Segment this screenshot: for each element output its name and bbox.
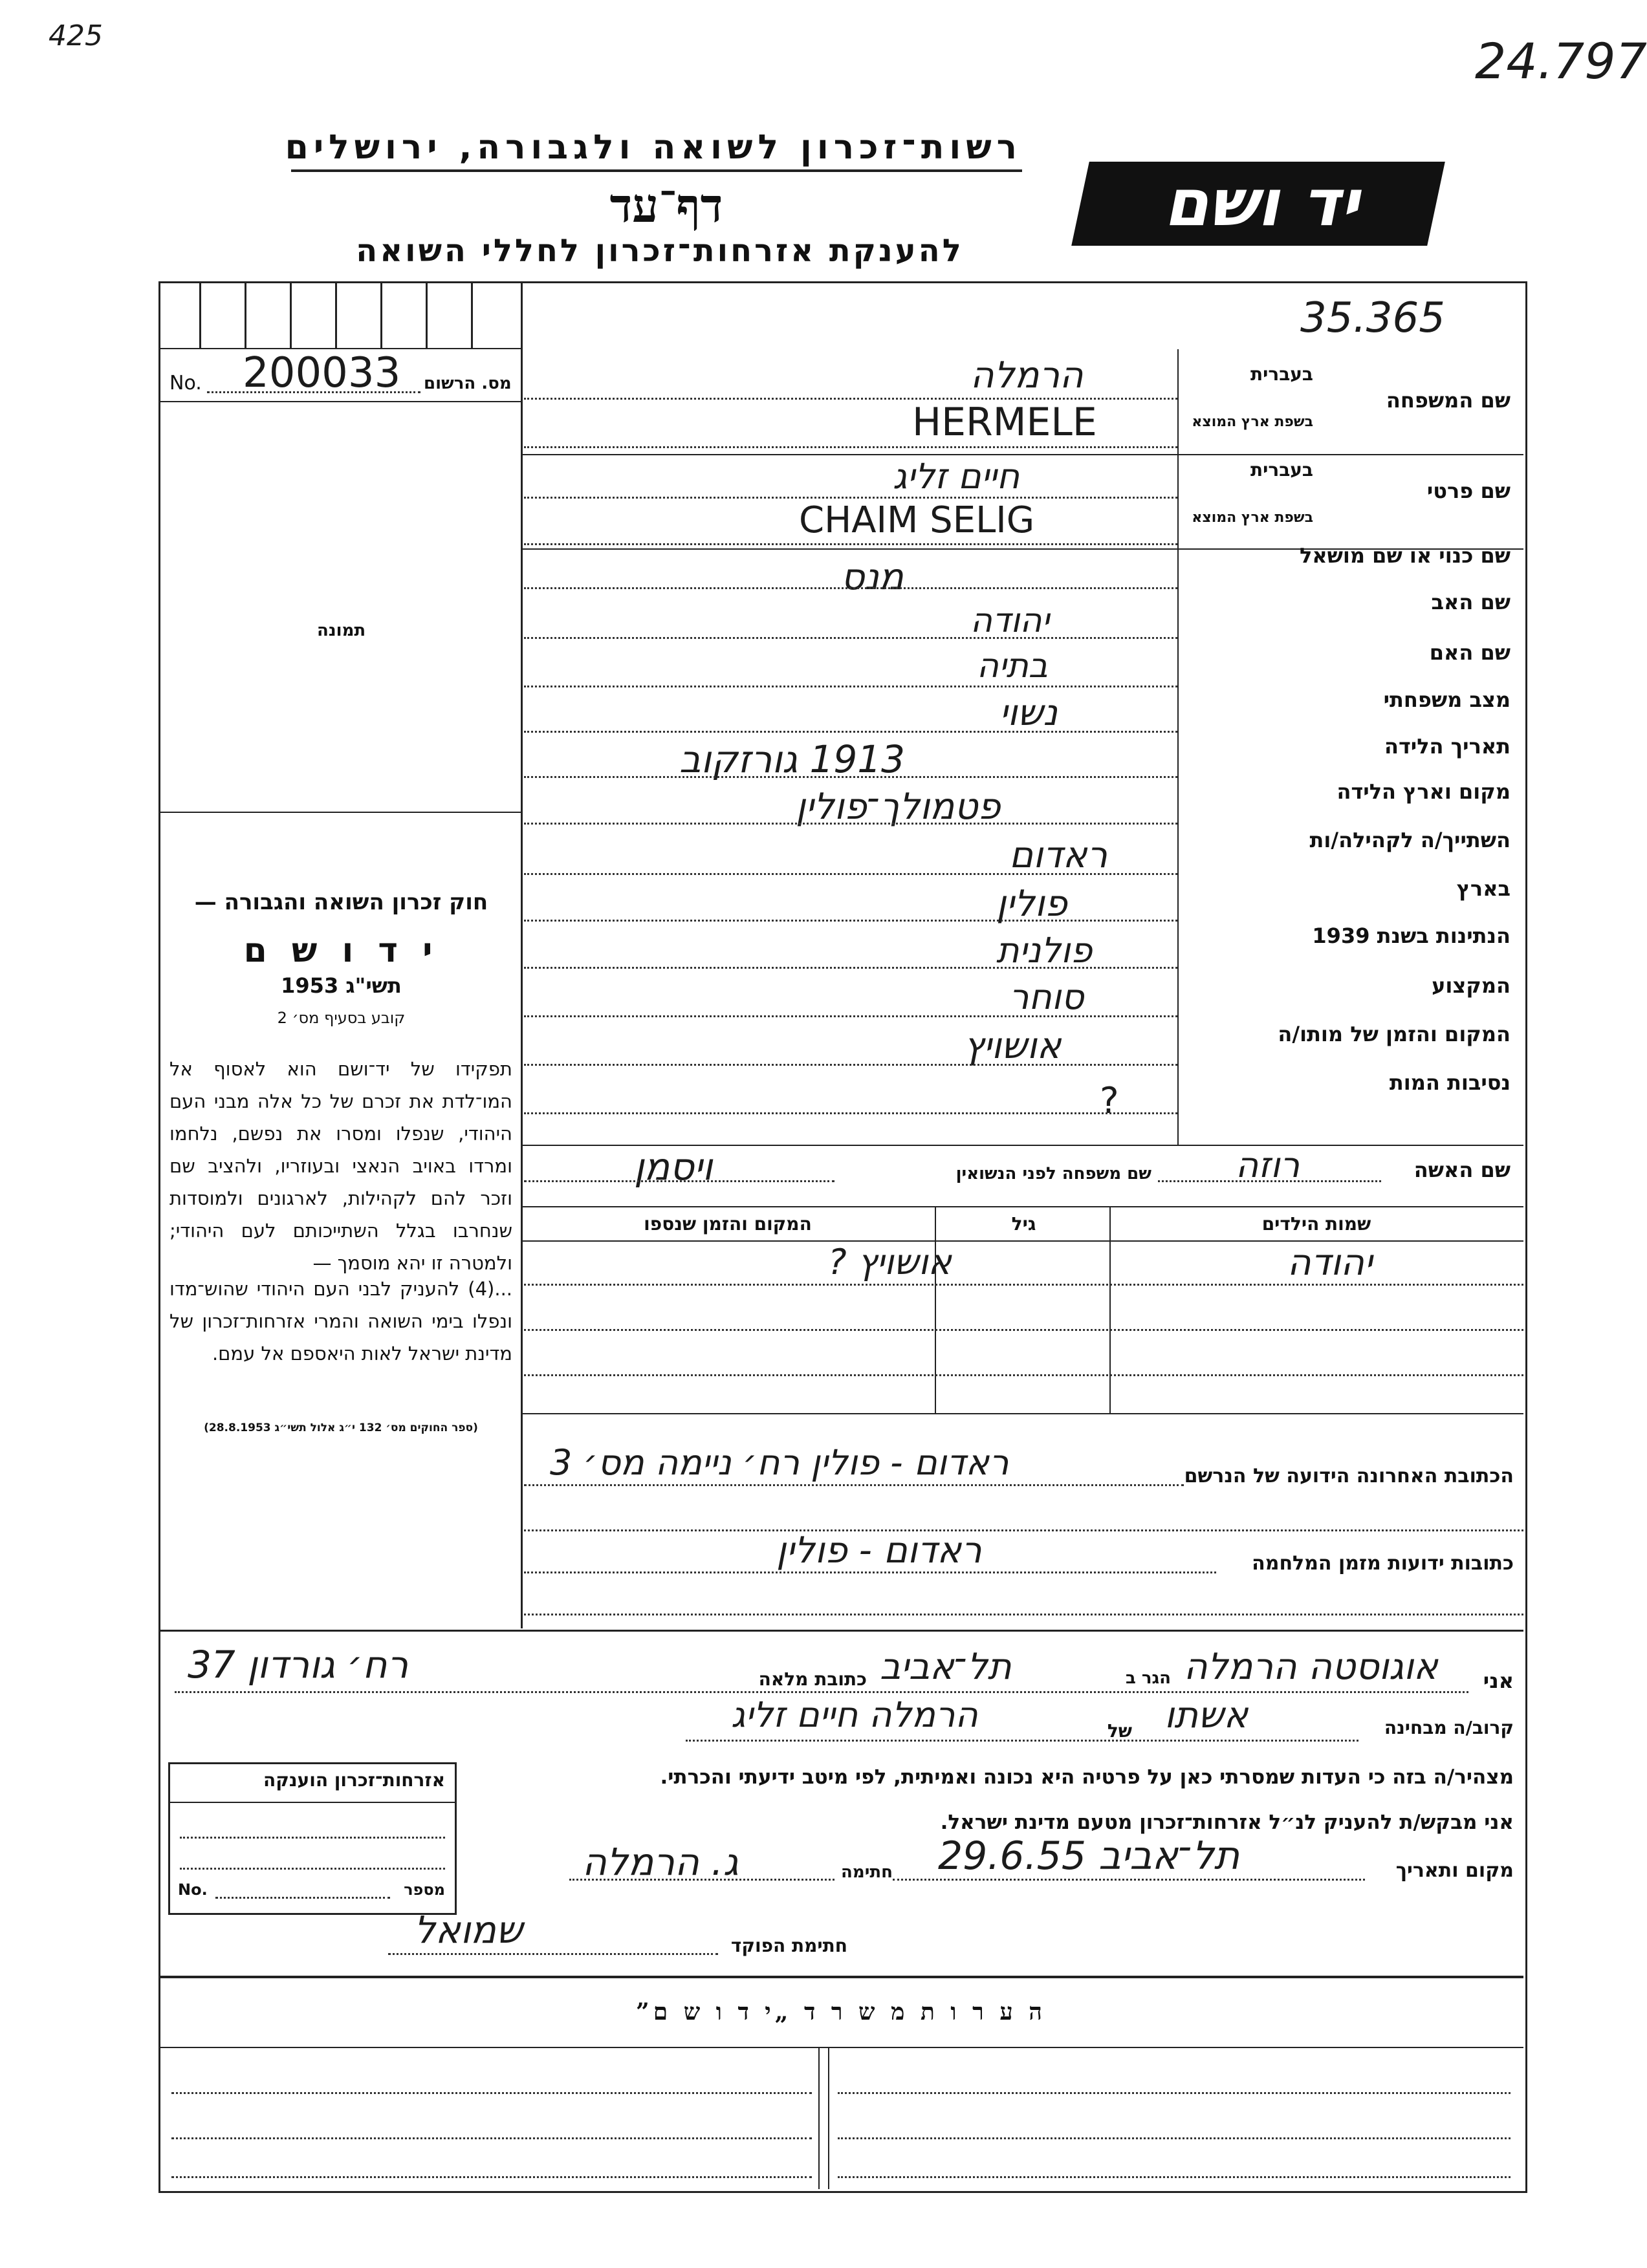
law-title: חוק זכרון השואה והגבורה — xyxy=(194,889,488,915)
page-subtitle: להענקת אזרחות־זכרון לחללי השואה xyxy=(356,233,964,269)
family-name-native: HERMELE xyxy=(912,400,1097,445)
birth-place-label: מקום וארץ הלידה xyxy=(1336,779,1511,804)
margin-note-right: 24.797 xyxy=(1475,32,1647,90)
official-signature: שמואל xyxy=(414,1908,523,1952)
community-label: השתייך/ה לקהילה/ות xyxy=(1309,828,1511,852)
margin-note-left: 425 xyxy=(49,19,103,52)
law-text-2: ...(4) להעניק לבני העם היהודי שהוש־מדו ונפלו בימי השואה והמרי אזרחות־זכרון של מדינת ישראל לאות היאספם אל עמם. xyxy=(169,1278,512,1365)
grant-box-number-label: מספר xyxy=(404,1881,445,1899)
children-age-header: גיל xyxy=(1011,1213,1036,1235)
marital-label: מצב משפחתי xyxy=(1383,687,1511,712)
file-number: 35.365 xyxy=(1300,294,1445,342)
nickname-label: שם כנוי או שם מושאל xyxy=(1299,543,1511,568)
country-label: בארץ xyxy=(1456,876,1511,901)
last-address-label: הכתובת האחרונה הידועה של הנרשם xyxy=(1184,1465,1514,1487)
code-boxes xyxy=(160,283,523,349)
authority-underline xyxy=(291,169,1022,172)
label-column-divider xyxy=(1177,349,1179,1145)
birth-place-value: פטמולך־פולין xyxy=(796,786,1001,828)
family-name-native-sub: בשפת ארץ המוצא xyxy=(1192,414,1313,430)
official-label: חתימת הפוקד xyxy=(730,1935,847,1956)
profession-label: המקצוע xyxy=(1432,973,1511,998)
logo-text: יד ושם xyxy=(1164,165,1359,241)
signature-label: חתימה xyxy=(841,1863,893,1882)
law-year: תשי"ג 1953 xyxy=(281,973,402,998)
left-column-divider xyxy=(521,283,523,1628)
death-cause-value: ? xyxy=(1100,1080,1119,1122)
wife-label: שם האשה xyxy=(1413,1158,1511,1182)
declarant-of-name: הרמלה חיים זליג xyxy=(731,1694,978,1735)
declarant-request: אני מבקש/ת להעניק לנ״ל אזרחות־זכרון מטעם מדינת ישראל. xyxy=(940,1811,1514,1834)
grant-box-title: אזרחות־זכרון הוענקה xyxy=(263,1769,445,1791)
child-1-death: אושויץ ? xyxy=(828,1242,952,1282)
first-name-hebrew: חיים זליג xyxy=(893,456,1020,497)
father-label: שם האב xyxy=(1431,590,1511,614)
war-addresses-label: כתובות ידועות מזמן המלחמה xyxy=(1252,1552,1514,1575)
law-name: י ד ו ש ם xyxy=(243,931,439,970)
declarant-relation: אשתו xyxy=(1164,1694,1249,1736)
child-1-name: יהודה xyxy=(1287,1242,1373,1284)
declarant-i-label: אני xyxy=(1483,1669,1514,1693)
death-value: אושויץ xyxy=(964,1025,1062,1067)
mother-label: שם האם xyxy=(1429,640,1511,665)
declarant-relation-label: קרוב/ה מבחינה xyxy=(1384,1717,1514,1738)
wife-maiden-label: שם משפחה לפני הנשואין xyxy=(955,1164,1151,1183)
mother-value: בתיה xyxy=(977,647,1048,686)
children-names-header: שמות הילדים xyxy=(1261,1213,1371,1235)
authority-heading: רשות־זכרון לשואה ולגבורה, ירושלים xyxy=(285,128,1022,167)
declarant-address-label: כתובת מלאה xyxy=(758,1669,867,1690)
father-value: יהודה xyxy=(970,601,1050,640)
family-name-label: שם המשפחה xyxy=(1386,388,1511,413)
registration-label: מס. הרשום xyxy=(424,374,512,393)
marital-value: נשוי xyxy=(999,692,1058,734)
first-name-label: שם פרטי xyxy=(1426,479,1511,503)
citizenship-label: הנתינות בשנת 1939 xyxy=(1312,923,1511,948)
first-name-native-sub: בשפת ארץ המוצא xyxy=(1192,510,1313,526)
birth-date-label: תאריך הלידה xyxy=(1384,734,1511,759)
registration-number: 200033 xyxy=(243,349,401,397)
community-value: ראדום xyxy=(1009,834,1108,876)
first-name-native: CHAIM SELIG xyxy=(799,499,1035,541)
children-death-header: המקום והזמן שנספו xyxy=(644,1213,812,1235)
declarant-residing-label: הגר ב xyxy=(1125,1669,1171,1688)
remarks-title: ה ע ר ו ת מ ש ר ד „י ד ו ש ם” xyxy=(635,1998,1047,2025)
death-cause-label: נסיבות המות xyxy=(1389,1070,1511,1095)
war-addresses-value: ראדום - פולין xyxy=(776,1529,982,1571)
grant-box-prefix: No. xyxy=(178,1881,208,1899)
declarant-address: רח׳ גורדון 37 xyxy=(188,1643,409,1687)
death-label: המקום והזמן של מותו/ה xyxy=(1278,1022,1511,1046)
declarant-signature: ג. הרמלה xyxy=(582,1840,739,1884)
nickname-value: מנס xyxy=(841,556,904,598)
declarant-name: אוגוסטה הרמלה xyxy=(1184,1646,1438,1688)
wife-value: רוזה xyxy=(1236,1145,1300,1185)
last-address-value: ראדום - פולין רח׳ ניימה מס׳ 3 xyxy=(550,1442,1009,1483)
photo-label: תמונה xyxy=(317,621,366,640)
birth-date-value: 1913 גורזקוב xyxy=(679,737,906,781)
law-source: (ספר החוקים מס׳ 132 י״ג אלול תשי״ג 28.8.1953) xyxy=(204,1421,478,1434)
wife-maiden-value: ויסמן xyxy=(634,1145,713,1189)
family-name-hebrew-sub: בעברית xyxy=(1250,363,1313,385)
page-title: דף־עד xyxy=(609,178,723,233)
declarant-city: תל־אביב xyxy=(880,1646,1012,1688)
law-text-1: תפקידו של יד־ושם הוא לאסוף אל המו־לדת את זכרם של כל אלה מבני העם היהודי, שנפלו ומסרו את נפשם, נלחמו ומרדו באויב הנאצי ובעוזריו, ולהציב שם וזכר להם לקהילות, לארגונים ולמוסדות שנחרבו בגלל השתייכותם לעם היהודי; ולמטרה זו יהא מוסמך — xyxy=(169,1058,512,1274)
family-name-hebrew: הרמלה xyxy=(970,354,1084,396)
place-date-value: תל־אביב 29.6.55 xyxy=(938,1833,1240,1879)
registration-prefix: No. xyxy=(169,372,202,394)
citizenship-value: פולנית xyxy=(996,930,1093,971)
law-clause: קובע בסעיף מס׳ 2 xyxy=(277,1009,406,1027)
grant-box xyxy=(168,1762,457,1915)
declarant-of-label: של xyxy=(1107,1720,1132,1742)
declarant-statement: מצהיר/ה בזה כי העדות שמסרתי כאן על פרטיה היא נכונה ואמיתית, לפי מיטב ידיעתי והכרתי. xyxy=(660,1766,1514,1789)
country-value: פולין xyxy=(996,883,1067,925)
first-name-hebrew-sub: בעברית xyxy=(1250,459,1313,481)
profession-value: סוחר xyxy=(1009,977,1084,1017)
place-date-label: מקום ותאריך xyxy=(1395,1859,1514,1882)
